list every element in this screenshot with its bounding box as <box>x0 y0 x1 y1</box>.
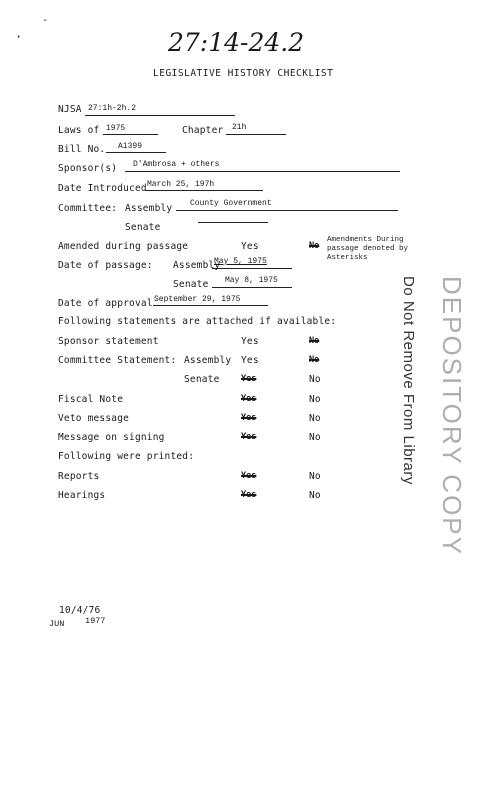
message-on-signing-label: Message on signing <box>58 432 165 443</box>
sponsor-statement-label: Sponsor statement <box>58 336 159 347</box>
chapter-value: 21h <box>232 123 247 132</box>
committee-senate-yes-struck: Yes <box>241 374 257 384</box>
fiscal-note-label: Fiscal Note <box>58 394 124 405</box>
sponsors-label: Sponsor(s) <box>58 163 118 174</box>
committee-assembly-no-struck: No <box>309 355 320 365</box>
date-introduced-value: March 25, 197h <box>147 180 215 189</box>
committee-statement-label: Committee Statement: <box>58 355 177 366</box>
committee-statement-assembly: Assembly <box>184 355 232 366</box>
message-on-signing-no: No <box>309 432 321 443</box>
veto-message-label: Veto message <box>58 413 130 424</box>
amended-yes: Yes <box>241 241 259 252</box>
depository-copy-stamp <box>398 276 478 556</box>
njsa-value: 27:1h-2h.2 <box>88 104 137 113</box>
stray-dash: - <box>42 15 49 26</box>
sponsor-statement-no-struck: No <box>309 336 320 346</box>
stamp-depository-copy: DEPOSITORY COPY <box>437 276 467 556</box>
committee-assembly-label: Assembly <box>125 203 173 214</box>
reports-label: Reports <box>58 471 100 482</box>
passage-assembly-label: Assembly <box>173 260 221 271</box>
njsa-label: NJSA <box>58 104 82 115</box>
reports-no: No <box>309 471 321 482</box>
bill-no-value: A1399 <box>118 142 143 151</box>
laws-of-value: 1975 <box>106 124 126 133</box>
committee-assembly-value: County Government <box>190 199 272 208</box>
reports-yes-struck: Yes <box>241 471 257 481</box>
date-introduced-label: Date Introduced <box>58 183 147 194</box>
passage-senate-value: May 8, 1975 <box>225 276 278 285</box>
passage-senate-label: Senate <box>173 279 209 290</box>
amendments-note-1: Amendments During <box>327 236 404 244</box>
veto-message-no: No <box>309 413 321 424</box>
amendments-note-3: Asterisks <box>327 254 368 262</box>
passage-assembly-value: May 5, 1975 <box>214 257 267 266</box>
fiscal-note-no: No <box>309 394 321 405</box>
hearings-label: Hearings <box>58 490 106 501</box>
footer-year: 1977 <box>85 616 106 626</box>
approval-label: Date of approval <box>58 298 153 309</box>
stray-dot: · <box>15 30 23 44</box>
bill-no-label: Bill No. <box>58 144 106 155</box>
printed-heading: Following were printed: <box>58 451 195 462</box>
footer-date: 10/4/76 <box>59 605 101 616</box>
amended-label: Amended during passage <box>58 241 189 252</box>
hearings-no: No <box>309 490 321 501</box>
footer-month: JUN <box>49 619 65 629</box>
sponsors-value: D'Ambrosa + others <box>133 160 220 169</box>
committee-senate-label: Senate <box>125 222 161 233</box>
fiscal-note-yes-struck: Yes <box>241 394 257 404</box>
statements-heading: Following statements are attached if available: <box>58 316 337 327</box>
stamp-do-not-remove: Do Not Remove From Library <box>400 276 417 485</box>
committee-label: Committee: <box>58 203 118 214</box>
amendments-note-2: passage denoted by <box>327 245 409 253</box>
amended-no-struck: No <box>309 241 320 251</box>
page-title: LEGISLATIVE HISTORY CHECKLIST <box>153 68 334 79</box>
handwritten-statute-number: 27:14-24.2 <box>168 28 305 57</box>
committee-statement-senate: Senate <box>184 374 220 385</box>
chapter-label: Chapter <box>182 125 224 136</box>
approval-value: September 29, 1975 <box>154 295 241 304</box>
committee-assembly-yes: Yes <box>241 355 259 366</box>
committee-senate-no: No <box>309 374 321 385</box>
veto-message-yes-struck: Yes <box>241 413 257 423</box>
hearings-yes-struck: Yes <box>241 490 257 500</box>
passage-label: Date of passage: <box>58 260 153 271</box>
sponsor-statement-yes: Yes <box>241 336 259 347</box>
laws-of-label: Laws of <box>58 125 100 136</box>
message-on-signing-yes-struck: Yes <box>241 432 257 442</box>
